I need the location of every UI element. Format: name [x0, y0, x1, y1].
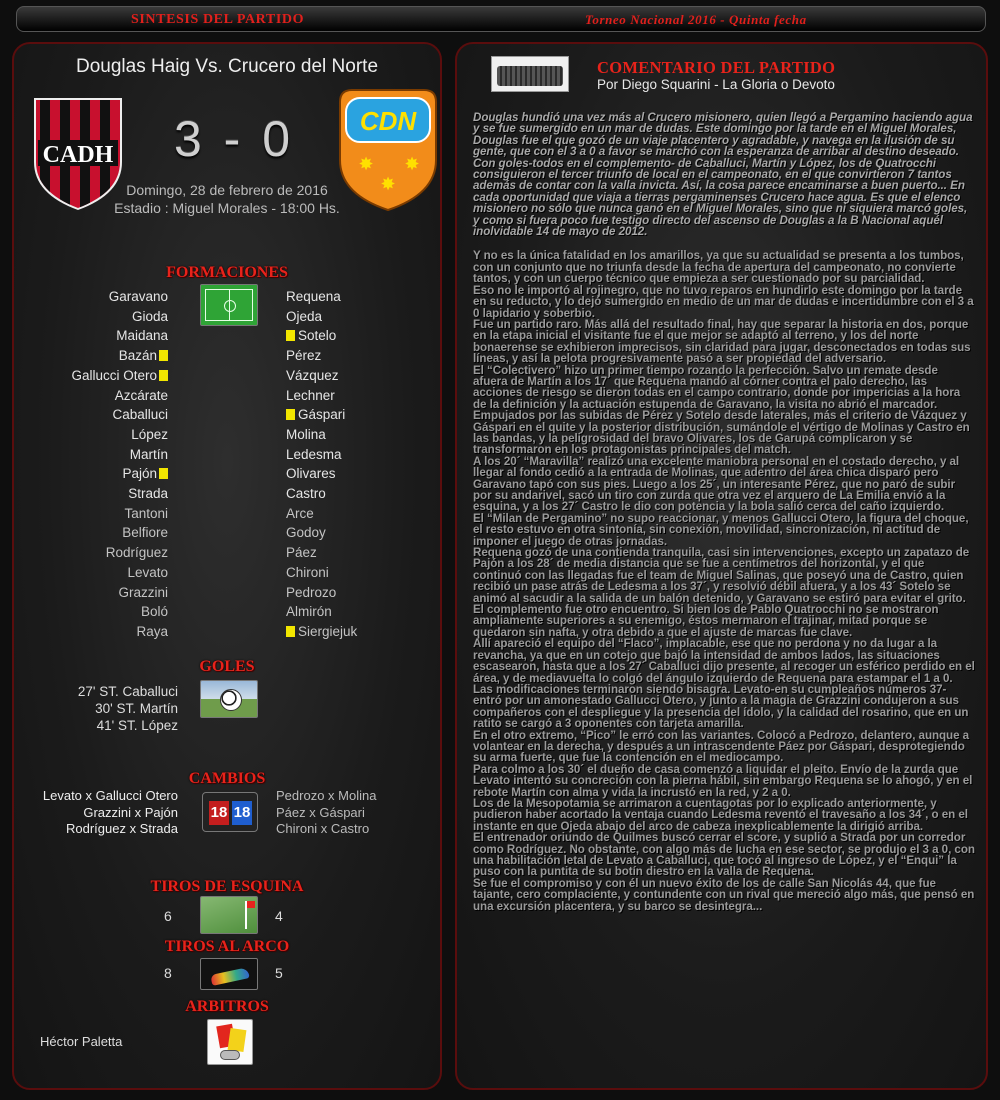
player-name: Levato [127, 564, 168, 580]
yellow-card-icon [159, 350, 168, 361]
sub-home-entry: Rodríguez x Strada [65, 821, 178, 836]
player-name: Pedrozo [286, 584, 337, 600]
away-player [286, 288, 341, 306]
away-player [286, 367, 339, 385]
match-summary-panel [12, 42, 442, 1090]
player-name: Tantoni [124, 505, 168, 521]
sub-away-entry: Páez x Gáspari [276, 804, 365, 820]
match-title: Douglas Haig Vs. Crucero del Norte [75, 56, 379, 77]
player-name: Boló [140, 604, 168, 620]
away-player [286, 446, 342, 464]
comment-paragraph: Las modificaciones terminaron siendo bisagra. Levato-en su cumpleaños números 37- entró por un amonestado Gallucci Otero, y junto a la magia de Grazzini condujeron a sus compañeros con el despliegue y la presencia del ídolo, y la calidad del rosarino, que en un ratito se cargó a 3 oponentes con tarjeta amarilla. [473, 682, 969, 731]
match-date: Domingo, 28 de febrero de 2016 [126, 182, 328, 198]
player-name: Lechner [286, 387, 335, 403]
board-number-out: 18 [209, 801, 229, 825]
comment-paragraph: Para colmo a los 30´ el dueño de casa comenzó a liquidar el pleito. Envío de la zurda que Levato intentó su concreción con la pierna hábil, sin embargo Requena se lo ahogó, y en el rebote Martín con alma y vida la incrustó en la red, y 2 a 0. [473, 762, 973, 799]
soccer-ball-icon [200, 680, 258, 718]
player-name: Bazán [118, 348, 157, 364]
substitution-board-icon [202, 792, 258, 832]
player-name: Belfiore [122, 525, 168, 541]
comment-paragraph: El “Colectivero” hizo un primer tiempo rozando la perfección. Salvo un remate desde afuera de Martín a los 17´ que Requena mandó al córner contra el palo derecho, las acciones de riesgo se dieron todas en el campo contrario, donde por impericias a la hora de la definición y la actuación estupenda de Garavano, la visita no abrió el marcador. [473, 363, 961, 411]
home-player [136, 623, 168, 641]
away-player [286, 308, 322, 326]
home-player [106, 544, 168, 562]
comment-paragraph: Allí apareció el equipo del “Flaco”, implacable, ese que no perdona y no da lugar a la revancha, ya que en un cotejo que bajó la intensidad de ambos lados, las situaciones escasearon, hasta que a los 27´ Caballuci dijo presente, al recoger un esférico perdido en el área, y de mediavuelta lo colgó del ángulo izquierdo de Requena para estampar el 1 a 0. [473, 637, 975, 685]
comment-paragraph: A los 20´ “Maravilla” realizó una excelente maniobra personal en el costado derecho, y al llegar al fondo cedió a la entrada de Molinas, que adentro del área chica disparó pero Garavano tapó con sus pies. Luego a los 25´, un interesante Pérez, que no paró de subir por su andarivel, sacó un tiro con zurda que otra vez el arquero de La Emilia envió a la esquina, y a los 27´ Castro le dio con potencia y la bola salió cerca del caño izquierdo. [473, 454, 960, 514]
home-player [127, 564, 168, 582]
home-player [132, 308, 168, 326]
away-player [286, 426, 326, 444]
away-player [286, 544, 317, 562]
match-venue: Estadio : Miguel Morales - 18:00 Hs. [114, 200, 340, 216]
home-player [131, 426, 168, 444]
comment-panel [455, 42, 988, 1090]
yellow-card-icon [286, 330, 295, 341]
player-name: Castro [286, 486, 326, 501]
svg-text:✸: ✸ [358, 154, 374, 174]
svg-text:✸: ✸ [404, 154, 420, 174]
home-player [109, 288, 168, 306]
player-name: Requena [286, 289, 341, 304]
home-player [141, 603, 168, 621]
away-player [286, 465, 336, 483]
yellow-card-icon [286, 626, 295, 637]
comment-paragraph: En el otro extremo, “Pico” le erró con las variantes. Colocó a Pedrozo, delantero, aunque a volantear en la derecha, y después a un intrascendente Páez por Gáspari, desprotegiendo su arma fuerte, que fue la contención en el mediocampo. [473, 728, 970, 765]
sub-away-entry: Pedrozo x Molina [276, 788, 377, 803]
referee-cards-icon [207, 1019, 253, 1065]
board-number-in: 18 [232, 801, 252, 825]
score: 3 - 0 [173, 111, 295, 167]
comment-body [473, 112, 975, 912]
player-name: Pérez [286, 348, 322, 364]
section-goles: GOLES [199, 658, 255, 675]
player-name: Strada [128, 486, 168, 501]
comment-paragraph: Y no es la única fatalidad en los amarillos, ya que su actualidad se presenta a los tumbos, con un conjunto que no triunfa desde la fecha de apertura del campeonato, no convierte tantos, y con un cuerpo técnico que empieza a ser cuestionado por su parcialidad. [473, 249, 964, 286]
shots-home: 8 [164, 965, 172, 981]
player-name: Caballuci [112, 407, 168, 423]
yellow-card-icon [286, 409, 295, 420]
comment-paragraph: Los de la Mesopotamia se arrimaron a cuentagotas por lo explicado anteriormente, y pudieron haber acortado la ventaja cuando Ledesma reventó el travesaño a los 34´, o en el instante en que Ojeda abajo del arco de cabeza inexplicablemente la dirigió arriba. [473, 796, 968, 833]
home-player [128, 485, 168, 503]
football-boot-icon [200, 958, 258, 990]
away-player [286, 524, 326, 542]
player-name: Ledesma [286, 446, 342, 462]
away-player [286, 584, 336, 602]
section-arbitros: ARBITROS [185, 998, 269, 1015]
player-name: Rodríguez [105, 545, 168, 561]
comment-paragraph: Eso no le importó al rojinegro, que no tuvo reparos en hundirlo este domingo por la tarde en su reducto, y lo dejó sumergido en medio de un mar de dudas e incertidumbre con el 3 a 0 lapidario y soberbio. [473, 283, 974, 320]
shots-away: 5 [275, 965, 283, 981]
player-name: Garavano [108, 289, 168, 304]
player-name: Gallucci Otero [71, 367, 157, 383]
comment-paragraph: Se fue el compromiso y con él un nuevo éxito de los de calle San Nicolás 44, que fue tajante, cero complaciente, y contundente con un rival que mereció algo más, que pensó en una excursión placentera, y su barco se desintegra... [473, 876, 975, 913]
player-name: Grazzini [118, 584, 168, 600]
player-name: Arce [286, 505, 314, 521]
comment-lead: Douglas hundió una vez más al Crucero misionero, quien llegó a Pergamino haciendo agua y se fue sumergido en un mar de dudas. Este domingo por la tarde en el Miguel Morales, Douglas fue el que gozó de un viaje placentero y agradable, y navega en la ilusión de su gente, que con el 3 a 0 a favor se marchó con la esperanza de arribar al destino deseado. Con goles-todos en el complemento- de Caballuci, Martín y López, los de Quatrocchi consiguieron el tercer triunfo de local en el campeonato, en el que convirtieron 7 tantos además de contar con la valla invicta. Así, la cosa parece encaminarse a buen puerto... En cada oportunidad que viaja a tierras pergaminenses Crucero hace agua. Es que el elenco misionero no sólo que nunca ganó en el Miguel Morales, sino que ni siquiera marcó goles, y como si fuera poco fue testigo directo del ascenso de Douglas a la B Nacional aquél inolvidable 14 de mayo de 2012. [473, 111, 973, 239]
comment-paragraph: El entrenador oriundo de Quilmes buscó cerrar el score, y suplió a Strada por un corredor como Rodríguez. No obstante, con algo más de lucha en ese sector, se produjo el 3 a 0, con una habilitación letal de Levato a Caballuci, que tocó al ingreso de López, y el “Enqui” la puso con la puntita de su botín diestro en la valla de Requena. [473, 831, 975, 879]
keyboard-icon [491, 56, 569, 92]
player-name: Vázquez [286, 367, 339, 383]
away-player [286, 406, 345, 424]
away-player [286, 387, 335, 405]
player-name: Almirón [286, 604, 332, 620]
comment-paragraph: El “Milan de Pergamino” no supo reaccionar, y menos Gallucci Otero, la figura del choque, el resto estuvo en otra sintonía, sin conexión, movilidad, sincronización, ni actitud de imponer el juego de otras jornadas. [473, 511, 969, 548]
player-name: Azcárate [114, 387, 168, 403]
player-name: Gáspari [298, 407, 346, 423]
player-name: López [131, 426, 168, 442]
home-player [122, 465, 168, 483]
home-player [118, 584, 168, 602]
section-formaciones: FORMACIONES [166, 264, 288, 281]
comment-paragraph: El complemento fue otro encuentro. Si bien los de Pablo Quatrocchi no se mostraron ampliamente superiores a su enemigo, éstos mermaron el trajinar, mitad porque se quedaron sin nafta, y otra debido a que el ajuste de marcas fue clave. [473, 603, 939, 639]
sub-away-entry: Chironi x Castro [276, 821, 370, 836]
header-left-title: SINTESIS DEL PARTIDO [131, 12, 305, 27]
corners-away: 4 [275, 908, 283, 924]
comment-paragraph: Requena gozó de una contienda tranquila, casi sin intervenciones, excepto un zapatazo de Pajón a los 28´ de media distancia que se fue a centímetros del horizontal, y el que continuó con las llegadas fue el team de Miguel Salinas, que poseyó una de Castro, quien recibió un pase atrás de Ledesma a los 37´, y resolvió débil afuera, y a los 43´ Sotelo se animó al sacudir a la salida de un balón detenido, y Garavano se estiró para evitar el grito. [473, 546, 970, 605]
corner-flag-icon [200, 896, 258, 934]
comment-author: Por Diego Squarini - La Gloria o Devoto [597, 77, 835, 92]
section-cambios: CAMBIOS [188, 770, 266, 787]
svg-text:✸: ✸ [380, 174, 396, 194]
away-player [286, 564, 329, 582]
player-name: Olivares [286, 466, 336, 482]
away-player [286, 347, 321, 365]
comment-paragraph: Empujados por las subidas de Pérez y Sotelo desde laterales, más el criterio de Vázquez y Gáspari en el quite y la posterior distribución, sumándole el vértigo de Molinas y Castro en las bandas, y la peligrosidad del bravo Olivares, los de Garupá complicaron y se transformaron en los protagonistas principales del match. [473, 409, 970, 457]
home-player [130, 446, 168, 464]
home-player [112, 406, 168, 424]
player-name: Ojeda [286, 308, 323, 324]
player-name: Siergiejuk [298, 623, 358, 639]
yellow-card-icon [159, 370, 168, 381]
home-player [124, 505, 168, 523]
away-player [286, 623, 357, 641]
home-player [119, 347, 168, 365]
sub-home-entry: Levato x Gallucci Otero [42, 788, 178, 803]
section-tiros-arco: TIROS AL ARCO [164, 938, 290, 955]
home-crest-text: CADH [42, 142, 114, 168]
corners-home: 6 [164, 908, 172, 924]
home-player [122, 524, 168, 542]
header-bar [16, 6, 986, 32]
away-player [286, 485, 326, 503]
goal-entry: 41' ST. López [96, 718, 178, 733]
goal-entry: 30' ST. Martín [95, 701, 178, 716]
player-name: Maidana [116, 328, 168, 344]
pitch-icon [200, 284, 258, 326]
home-player [116, 327, 168, 345]
comment-paragraph: Fue un partido raro. Más allá del resultado final, hay que separar la historia en dos, porque en la etapa inicial el visitante fue el que mejor se adaptó al terreno, y los del norte bonaerense se exhibieron imprecisos, sin claridad para jugar, desconectados en todas sus líneas, y así la pelota progresivamente pasó a ser propiedad del adversario. [473, 317, 971, 366]
away-player [286, 327, 336, 345]
section-tiros-esquina: TIROS DE ESQUINA [150, 878, 304, 895]
referee-name: Héctor Paletta [40, 1034, 123, 1049]
yellow-card-icon [159, 468, 168, 479]
player-name: Pajón [122, 466, 157, 482]
player-name: Godoy [286, 525, 326, 541]
sub-home-entry: Grazzini x Pajón [83, 804, 178, 820]
home-player [71, 367, 168, 385]
header-right-title: Torneo Nacional 2016 - Quinta fecha [585, 12, 807, 27]
goal-entry: 27' ST. Caballuci [77, 684, 178, 699]
player-name: Gioda [131, 308, 168, 324]
player-name: Raya [136, 623, 168, 639]
comment-title: COMENTARIO DEL PARTIDO [597, 58, 836, 77]
player-name: Sotelo [298, 328, 337, 344]
player-name: Páez [286, 545, 317, 561]
away-player [286, 603, 332, 621]
player-name: Molina [286, 426, 326, 442]
player-name: Martín [129, 446, 168, 462]
home-player [115, 387, 168, 405]
away-player [286, 505, 314, 523]
away-crest-text: CDN [359, 106, 417, 136]
player-name: Chironi [286, 564, 329, 580]
comment-paragraphs [473, 250, 975, 912]
